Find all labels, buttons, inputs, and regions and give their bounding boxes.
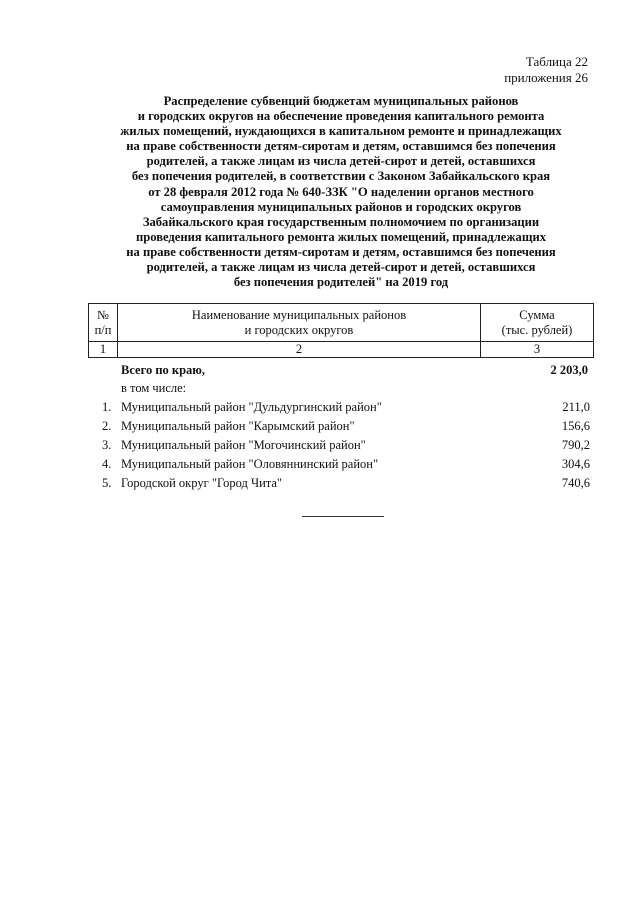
column-number-row [89, 342, 594, 358]
total-label: Всего по краю, [121, 363, 205, 377]
column-number-2: 2 [118, 342, 481, 358]
title-line: от 28 февраля 2012 года № 640-ЗЗК "О наделении органов местного [148, 184, 534, 199]
including-label: в том числе: [121, 381, 187, 395]
table-row [88, 436, 590, 454]
column-number-1: 1 [89, 342, 118, 358]
header-sum-cell [481, 304, 594, 342]
table-row [88, 455, 590, 473]
title-line: Забайкальского края государственным полномочием по организации [142, 214, 540, 229]
column-number-3: 3 [481, 342, 594, 358]
row-name: Муниципальный район "Оловяннинский район" [121, 457, 379, 471]
title-line: Распределение субвенций бюджетам муниципальных районов [163, 94, 519, 108]
row-number: 3. [102, 438, 112, 452]
header-name-cell [118, 304, 481, 342]
row-value: 740,6 [561, 476, 590, 490]
title-line: без попечения родителей" на 2019 год [233, 275, 449, 290]
total-value: 2 203,0 [550, 363, 588, 377]
header-name-line1: Наименование муниципальных районов [191, 307, 407, 322]
row-name: Муниципальный район "Дульдургинский район" [121, 400, 382, 414]
header-sum-line1: Сумма [519, 307, 555, 322]
header-name-line2: и городских округов [244, 322, 354, 337]
title-line: на праве собственности детям-сиротам и детям, оставшимся без попечения [126, 244, 556, 259]
appendix-number: приложения 26 [504, 70, 588, 85]
table-number: Таблица 22 [525, 54, 588, 69]
row-name: Муниципальный район "Могочинский район" [121, 438, 366, 452]
row-number: 1. [102, 400, 112, 414]
row-name: Городской округ "Город Чита" [121, 476, 283, 490]
row-number: 5. [102, 476, 112, 490]
row-value: 211,0 [562, 400, 590, 414]
row-value: 790,2 [561, 438, 590, 452]
table-row [88, 474, 590, 492]
table-header [88, 303, 594, 358]
header-number-line2: п/п [94, 322, 112, 337]
title-line: родителей, а также лицам из числа детей-сирот и детей, оставшихся [146, 154, 536, 169]
table-reference [504, 54, 588, 86]
header-number-cell [89, 304, 118, 342]
title-line: и городских округов на обеспечение проведения капитального ремонта [137, 109, 545, 124]
header-row [89, 304, 594, 342]
table-row [88, 398, 590, 416]
header-sum-line2: (тыс. рублей) [501, 322, 573, 337]
end-separator-line [302, 516, 384, 517]
document-title [88, 94, 594, 290]
row-value: 304,6 [561, 457, 590, 471]
title-line: проведения капитального ремонта жилых помещений, принадлежащих [135, 229, 547, 244]
row-number: 2. [102, 419, 112, 433]
title-line: на праве собственности детям-сиротам и детям, оставшимся без попечения [126, 139, 556, 154]
header-number-line1: № [97, 307, 109, 322]
row-name: Муниципальный район "Карымский район" [121, 419, 355, 433]
title-line: жилых помещений, нуждающихся в капитальном ремонте и принадлежащих [120, 124, 562, 139]
title-line: самоуправления муниципальных районов и городских округов [160, 199, 522, 214]
title-line: без попечения родителей, в соответствии с Законом Забайкальского края [131, 169, 551, 184]
row-value: 156,6 [561, 419, 590, 433]
row-number: 4. [102, 457, 112, 471]
title-line: родителей, а также лицам из числа детей-сирот и детей, оставшихся [146, 260, 536, 275]
table-row [88, 417, 590, 435]
